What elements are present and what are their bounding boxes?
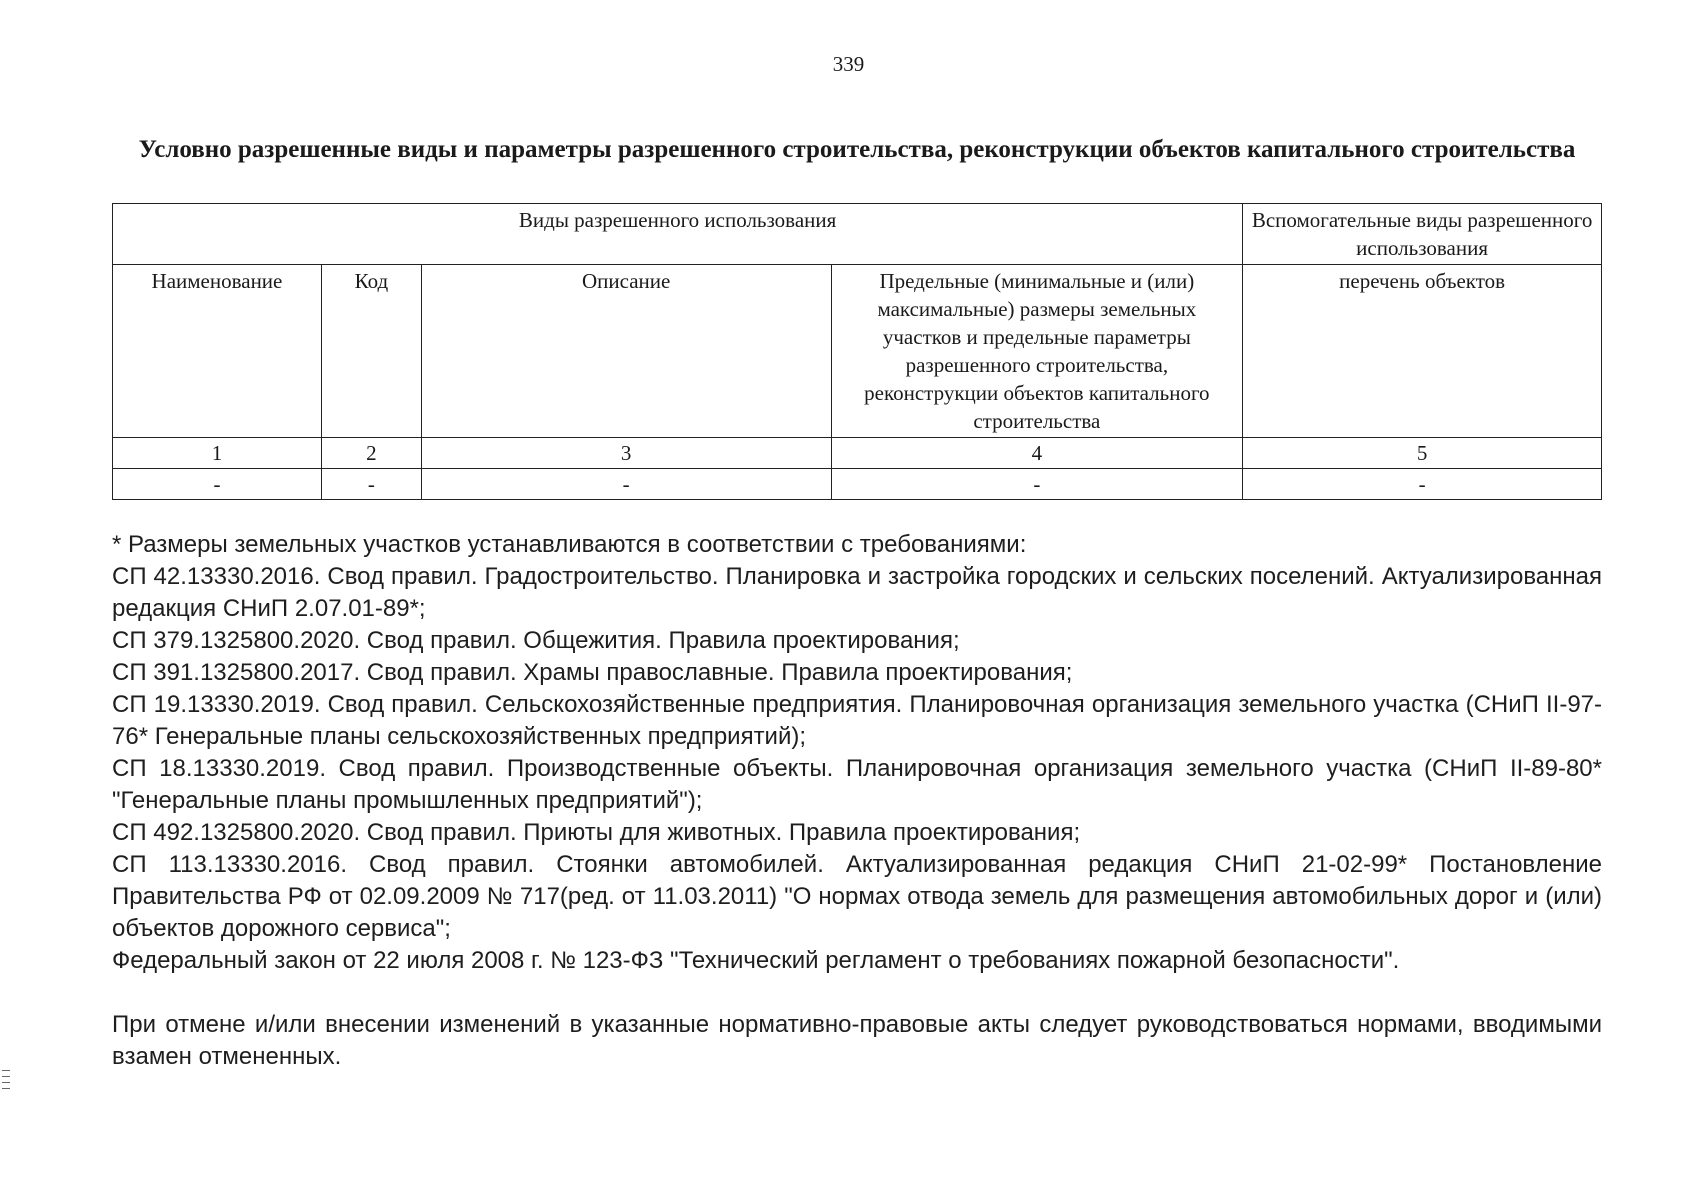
column-number: 4	[831, 438, 1243, 469]
table-cell: -	[421, 469, 831, 500]
document-title: Условно разрешенные виды и параметры разрешенного строительства, реконструкции объектов капитального строительства	[138, 136, 1576, 163]
table-cell: -	[1243, 469, 1602, 500]
closing-note: При отмене и/или внесении изменений в указанные нормативно-правовые акты следует руководствоваться нормами, вводимыми взамен отмененных.	[112, 1011, 1602, 1070]
note-item: Федеральный закон от 22 июля 2008 г. № 123-ФЗ "Технический регламент о требованиях пожарной безопасности".	[112, 947, 1400, 974]
table-header-row	[113, 265, 1602, 438]
permitted-use-table	[112, 203, 1602, 500]
table-cell: -	[321, 469, 421, 500]
note-item: СП 492.1325800.2020. Свод правил. Приюты для животных. Правила проектирования;	[112, 819, 1081, 846]
column-header-limits: Предельные (минимальные и (или) максимальные) размеры земельных участков и предельные параметры разрешенного строительства, реконструкции объектов капитального строительства	[831, 265, 1243, 438]
note-item: СП 113.13330.2016. Свод правил. Стоянки автомобилей. Актуализированная редакция СНиП 21-02-99* Постановление Правительства РФ от 02.09.2009 № 717(ред. от 11.03.2011) "О нормах отвода земель для размещения автомобильных дорог и (или) объектов дорожного сервиса";	[112, 851, 1602, 942]
table-cell: -	[113, 469, 322, 500]
table-cell: -	[831, 469, 1243, 500]
note-item: СП 19.13330.2019. Свод правил. Сельскохозяйственные предприятия. Планировочная организация земельного участка (СНиП II-97-76* Генеральные планы сельскохозяйственных предприятий);	[112, 691, 1602, 750]
margin-mark	[2, 1088, 10, 1089]
aux-header-cell: Вспомогательные виды разрешенного использования	[1243, 204, 1602, 265]
column-header-objects: перечень объектов	[1243, 265, 1602, 438]
table-row	[113, 469, 1602, 500]
margin-mark	[2, 1070, 10, 1071]
column-number: 5	[1243, 438, 1602, 469]
column-header-code: Код	[321, 265, 421, 438]
margin-mark	[2, 1082, 10, 1083]
column-number: 3	[421, 438, 831, 469]
note-item: СП 42.13330.2016. Свод правил. Градостроительство. Планировка и застройка городских и сельских поселений. Актуализированная редакция СНиП 2.07.01-89*;	[112, 563, 1602, 622]
column-number: 2	[321, 438, 421, 469]
note-item: СП 379.1325800.2020. Свод правил. Общежития. Правила проектирования;	[112, 627, 960, 654]
group-header-cell: Виды разрешенного использования	[113, 204, 1243, 265]
column-header-description: Описание	[421, 265, 831, 438]
note-item: СП 391.1325800.2017. Свод правил. Храмы православные. Правила проектирования;	[112, 659, 1073, 686]
column-header-name: Наименование	[113, 265, 322, 438]
column-number: 1	[113, 438, 322, 469]
notes-intro: * Размеры земельных участков устанавливаются в соответствии с требованиями:	[112, 531, 1027, 558]
note-item: СП 18.13330.2019. Свод правил. Производственные объекты. Планировочная организация земельного участка (СНиП II-89-80* "Генеральные планы промышленных предприятий");	[112, 755, 1602, 814]
margin-mark	[2, 1076, 10, 1077]
table-group-header-row	[113, 204, 1602, 265]
page-number: 339	[832, 52, 865, 76]
table-number-row	[113, 438, 1602, 469]
notes-section	[112, 529, 1602, 1073]
